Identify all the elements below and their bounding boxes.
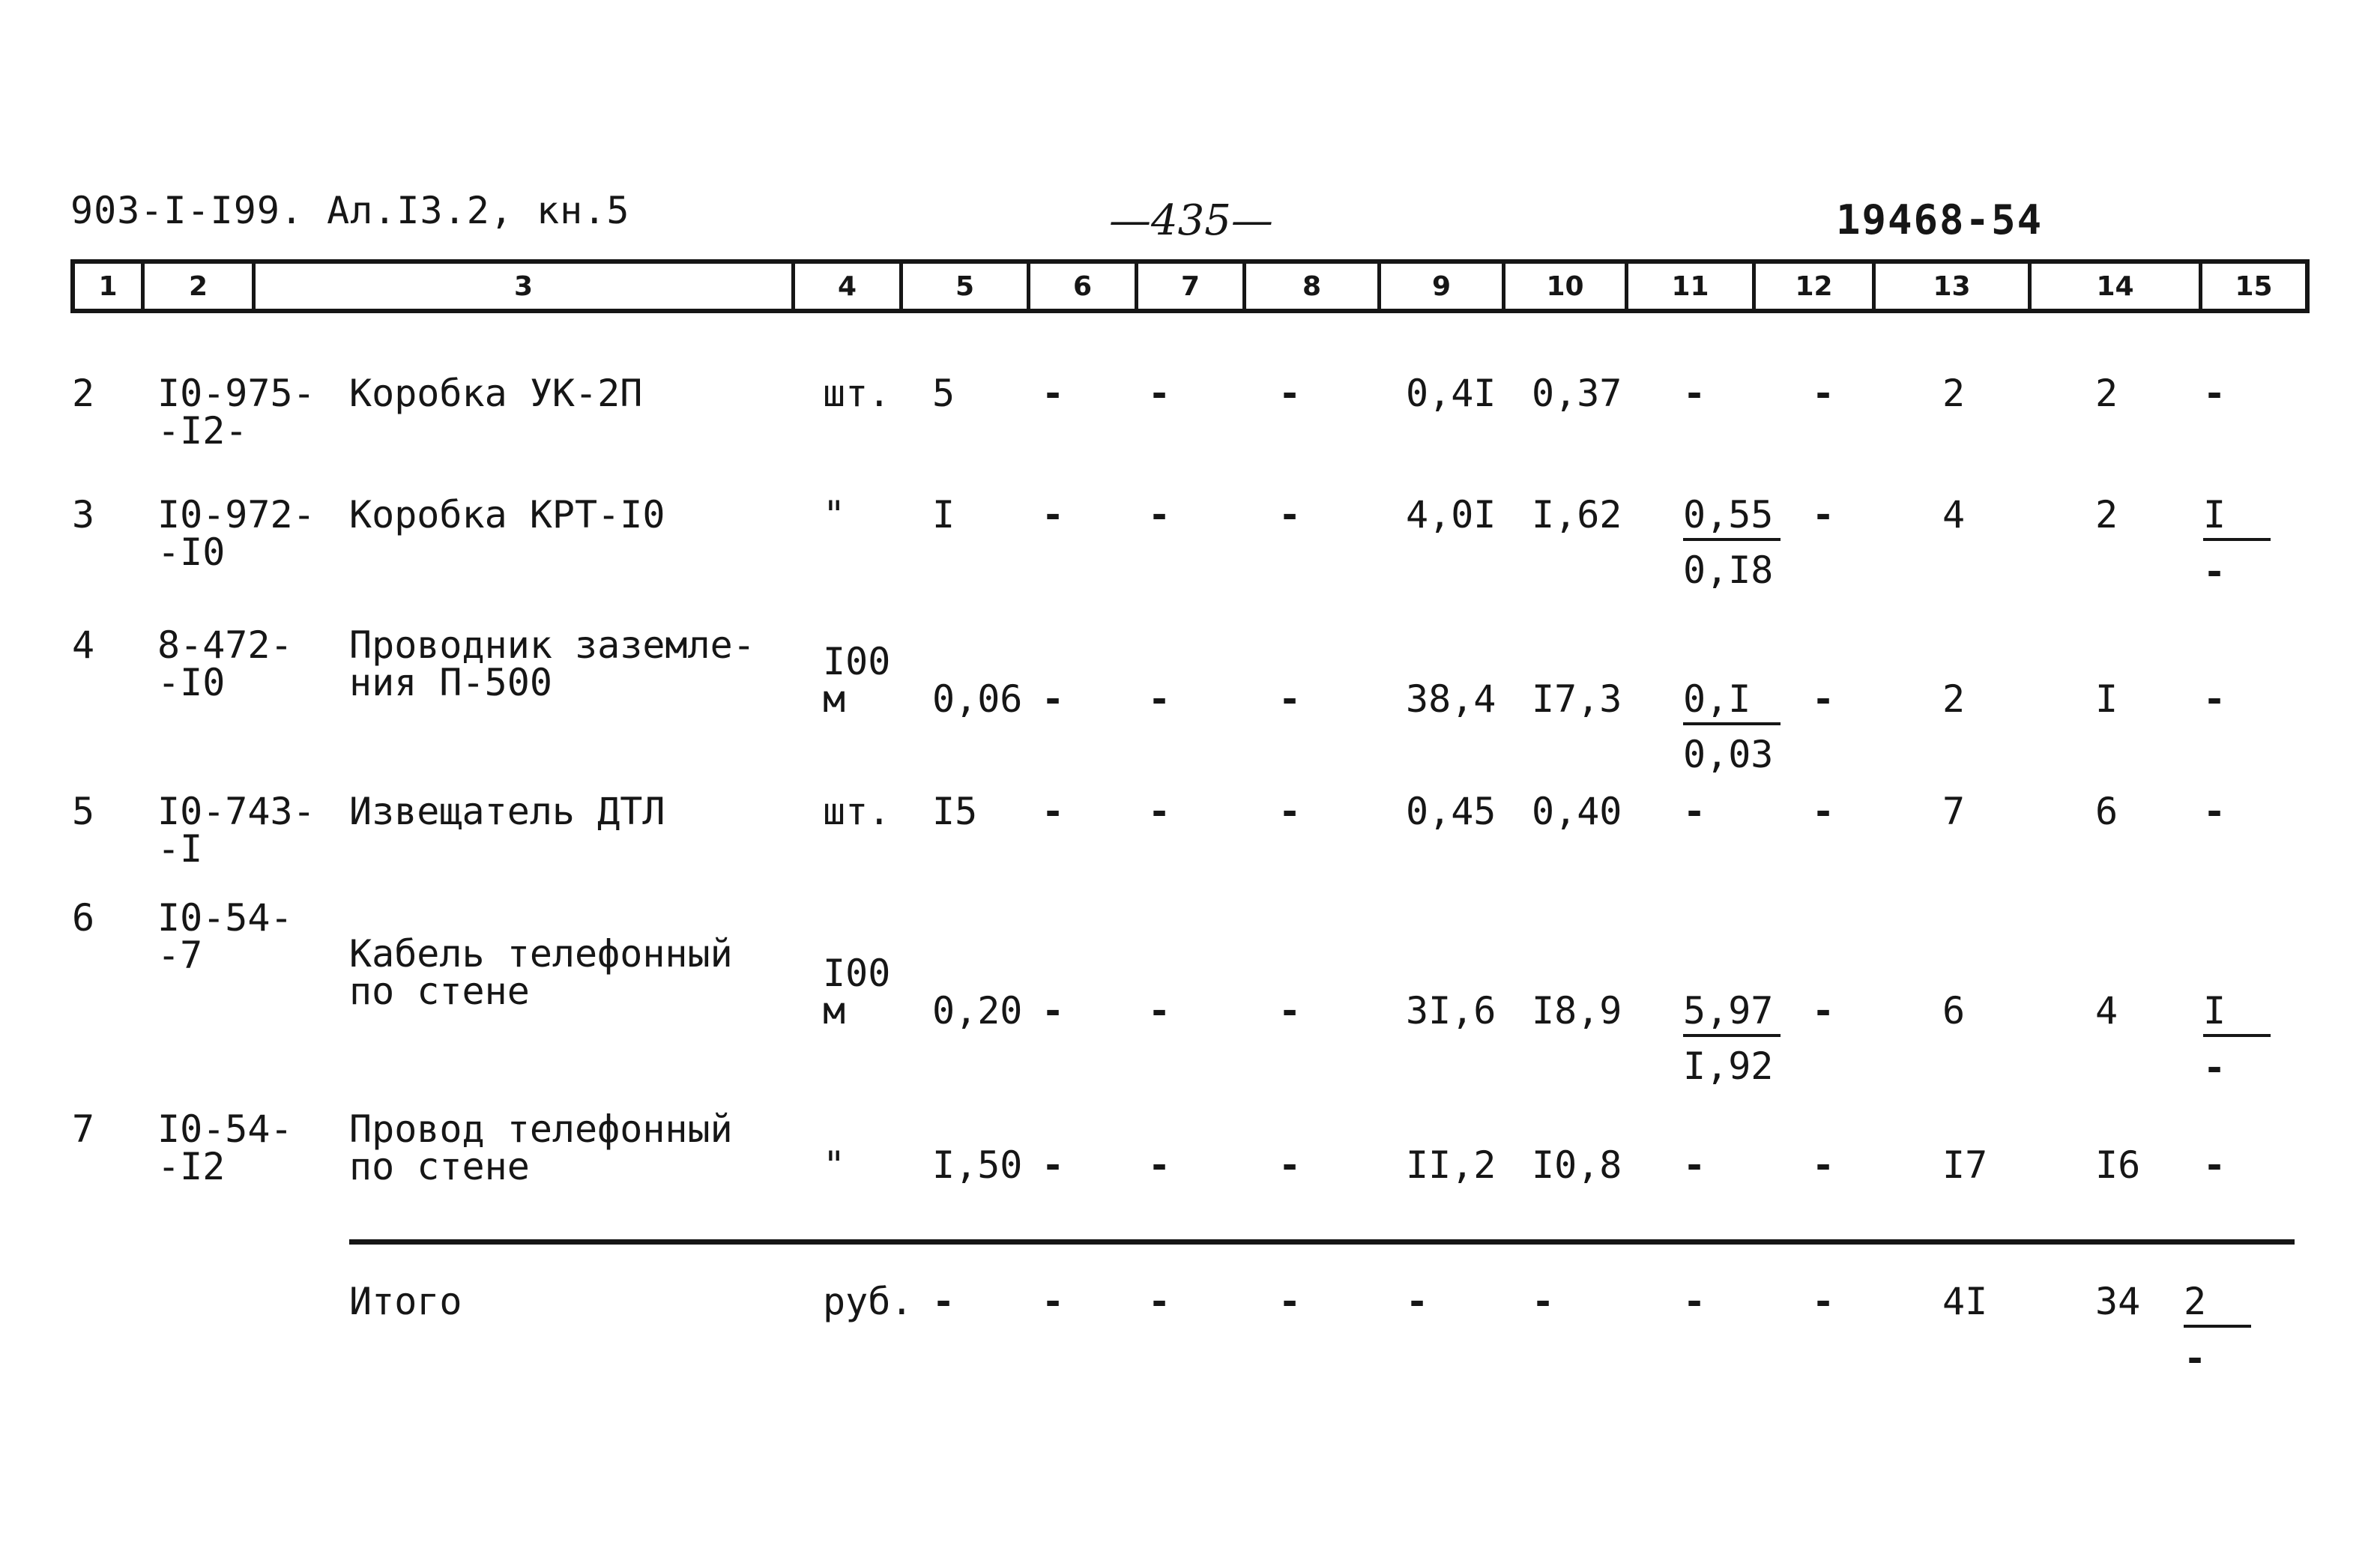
col-7-value: - (1148, 493, 1171, 536)
col-6-value: - (1042, 989, 1065, 1032)
col-9-value: II,2 (1406, 1143, 1496, 1187)
col-15-value-numerator: I (2203, 495, 2271, 541)
col-10-value: 0,40 (1532, 790, 1622, 833)
column-number-5: 5 (899, 264, 1027, 309)
col-11-value: - (1683, 372, 1706, 415)
col-11-value: - (1683, 790, 1706, 833)
col-13-value: 2 (1942, 372, 1966, 415)
col-9-value: 3I,6 (1406, 989, 1496, 1032)
rate-code-line: I0-743- (157, 790, 315, 833)
rate-code-line: -I2- (157, 409, 248, 453)
quantity: I (932, 493, 955, 536)
total-col-11-value: - (1683, 1280, 1706, 1323)
col-11-value: - (1683, 1143, 1706, 1187)
column-number-11: 11 (1625, 264, 1752, 309)
unit-line: " (823, 1143, 846, 1187)
column-number-7: 7 (1135, 264, 1242, 309)
col-7-value: - (1148, 790, 1171, 833)
column-number-1: 1 (98, 270, 118, 302)
column-number-14: 14 (2028, 264, 2199, 309)
col-15-value: - (2203, 677, 2226, 721)
total-col-10-value: - (1532, 1280, 1555, 1323)
row-number: 6 (72, 896, 95, 940)
item-name-line: Коробка УК-2П (349, 372, 643, 415)
column-number-2: 2 (141, 264, 252, 309)
col-11-value-numerator: 0,55 (1683, 495, 1781, 541)
item-name-line: Проводник заземле- (349, 623, 755, 667)
rate-code-line: -I0 (157, 530, 226, 574)
document-reference: 903-I-I99. Ал.I3.2, кн.5 (70, 189, 630, 232)
col-9-value: 4,0I (1406, 493, 1496, 536)
row-number: 5 (72, 790, 95, 833)
col-9-value: 38,4 (1406, 677, 1496, 721)
col-12-value: - (1812, 493, 1835, 536)
col-9-value: 0,4I (1406, 372, 1496, 415)
col-14-value: 6 (2095, 790, 2118, 833)
item-name-line: по стене (349, 1145, 530, 1188)
item-name-line: Извещатель ДТЛ (349, 790, 665, 833)
document-number: 19468-54 (1836, 196, 2044, 244)
page-number: —435— (1109, 196, 1273, 245)
unit-line: I00 (823, 952, 891, 995)
unit-line: шт. (823, 790, 891, 833)
total-col-14-value: 34 (2095, 1280, 2141, 1323)
col-15-value: - (2203, 1143, 2226, 1187)
col-11-value-numerator: 5,97 (1683, 991, 1781, 1037)
col-15-value: - (2203, 372, 2226, 415)
col-8-value: - (1278, 790, 1302, 833)
col-13-value: I7 (1942, 1143, 1988, 1187)
unit-line: м (823, 677, 846, 721)
col-8-value: - (1278, 372, 1302, 415)
col-12-value: - (1812, 677, 1835, 721)
col-7-value: - (1148, 989, 1171, 1032)
item-name-line: Кабель телефонный (349, 932, 733, 976)
column-number-6: 6 (1027, 264, 1135, 309)
col-13-value: 6 (1942, 989, 1966, 1032)
column-number-3: 3 (252, 264, 791, 309)
total-quantity: - (932, 1280, 955, 1323)
rate-code-line: 8-472- (157, 623, 293, 667)
col-8-value: - (1278, 493, 1302, 536)
col-13-value: 4 (1942, 493, 1966, 536)
col-15-value (2203, 495, 2271, 592)
col-6-value: - (1042, 372, 1065, 415)
col-11-value-denominator: I,92 (1683, 1044, 1774, 1088)
quantity: I,50 (932, 1143, 1023, 1187)
rate-code-line: I0-972- (157, 493, 315, 536)
col-15-value-denominator: - (2203, 550, 2226, 593)
total-unit: руб. (823, 1280, 913, 1323)
rate-code-line: I0-54- (157, 1107, 293, 1151)
col-6-value: - (1042, 493, 1065, 536)
quantity: 0,06 (932, 677, 1023, 721)
total-label: Итого (349, 1280, 462, 1323)
rate-code-line: I0-54- (157, 896, 293, 940)
item-name-line: Провод телефонный (349, 1107, 733, 1151)
item-name-line: Коробка КРТ-I0 (349, 493, 665, 536)
total-col-9-value: - (1406, 1280, 1429, 1323)
column-number-13: 13 (1872, 264, 2028, 309)
col-10-value: I,62 (1532, 493, 1622, 536)
col-10-value: 0,37 (1532, 372, 1622, 415)
col-14-value: I6 (2095, 1143, 2141, 1187)
col-6-value: - (1042, 677, 1065, 721)
col-14-value: I (2095, 677, 2118, 721)
item-name-line: по стене (349, 970, 530, 1013)
total-separator-rule (349, 1239, 2295, 1245)
col-7-value: - (1148, 372, 1171, 415)
column-number-8: 8 (1242, 264, 1377, 309)
column-number-9: 9 (1377, 264, 1502, 309)
col-10-value: I8,9 (1532, 989, 1622, 1032)
col-14-value: 4 (2095, 989, 2118, 1032)
col-10-value: I7,3 (1532, 677, 1622, 721)
col-9-value: 0,45 (1406, 790, 1496, 833)
col-11-value (1683, 991, 1781, 1086)
total-col-6-value: - (1042, 1280, 1065, 1323)
col-11-value (1683, 495, 1781, 590)
col-11-value-denominator: 0,I8 (1683, 548, 1774, 592)
column-number-10: 10 (1502, 264, 1625, 309)
col-11-value-denominator: 0,03 (1683, 733, 1774, 776)
col-8-value: - (1278, 677, 1302, 721)
col-11-value-numerator: 0,I (1683, 679, 1781, 725)
total-col-7-value: - (1148, 1280, 1171, 1323)
rate-code-line: -I (157, 827, 203, 871)
col-15-value (2203, 991, 2271, 1088)
rate-code-line: -7 (157, 934, 203, 977)
col-6-value: - (1042, 1143, 1065, 1187)
column-number-4: 4 (791, 264, 899, 309)
row-number: 2 (72, 372, 95, 415)
total-col-15-value (2184, 1281, 2251, 1379)
col-13-value: 7 (1942, 790, 1966, 833)
col-14-value: 2 (2095, 493, 2118, 536)
total-col-13-value: 4I (1942, 1280, 1988, 1323)
column-number-header (70, 259, 2310, 313)
col-11-value (1683, 679, 1781, 775)
col-6-value: - (1042, 790, 1065, 833)
col-12-value: - (1812, 989, 1835, 1032)
row-number: 7 (72, 1107, 95, 1151)
col-10-value: I0,8 (1532, 1143, 1622, 1187)
col-8-value: - (1278, 1143, 1302, 1187)
unit-line: шт. (823, 372, 891, 415)
col-15-value: - (2203, 790, 2226, 833)
quantity: 5 (932, 372, 955, 415)
column-number-15: 15 (2199, 264, 2305, 309)
quantity: I5 (932, 790, 978, 833)
rate-code-line: I0-975- (157, 372, 315, 415)
total-col-15-value-numerator: 2 (2184, 1281, 2251, 1328)
column-number-12: 12 (1752, 264, 1872, 309)
col-13-value: 2 (1942, 677, 1966, 721)
total-col-15-value-denominator: - (2184, 1337, 2207, 1380)
rate-code-line: -I0 (157, 661, 226, 704)
row-number: 3 (72, 493, 95, 536)
unit-line: I00 (823, 640, 891, 683)
col-12-value: - (1812, 1143, 1835, 1187)
col-15-value-denominator: - (2203, 1046, 2226, 1089)
col-8-value: - (1278, 989, 1302, 1032)
row-number: 4 (72, 623, 95, 667)
col-12-value: - (1812, 790, 1835, 833)
col-14-value: 2 (2095, 372, 2118, 415)
col-7-value: - (1148, 1143, 1171, 1187)
rate-code-line: -I2 (157, 1145, 226, 1188)
col-7-value: - (1148, 677, 1171, 721)
unit-line: м (823, 989, 846, 1032)
item-name-line: ния П-500 (349, 661, 552, 704)
quantity: 0,20 (932, 989, 1023, 1032)
total-col-12-value: - (1812, 1280, 1835, 1323)
unit-line: " (823, 493, 846, 536)
col-15-value-numerator: I (2203, 991, 2271, 1037)
total-col-8-value: - (1278, 1280, 1302, 1323)
col-12-value: - (1812, 372, 1835, 415)
